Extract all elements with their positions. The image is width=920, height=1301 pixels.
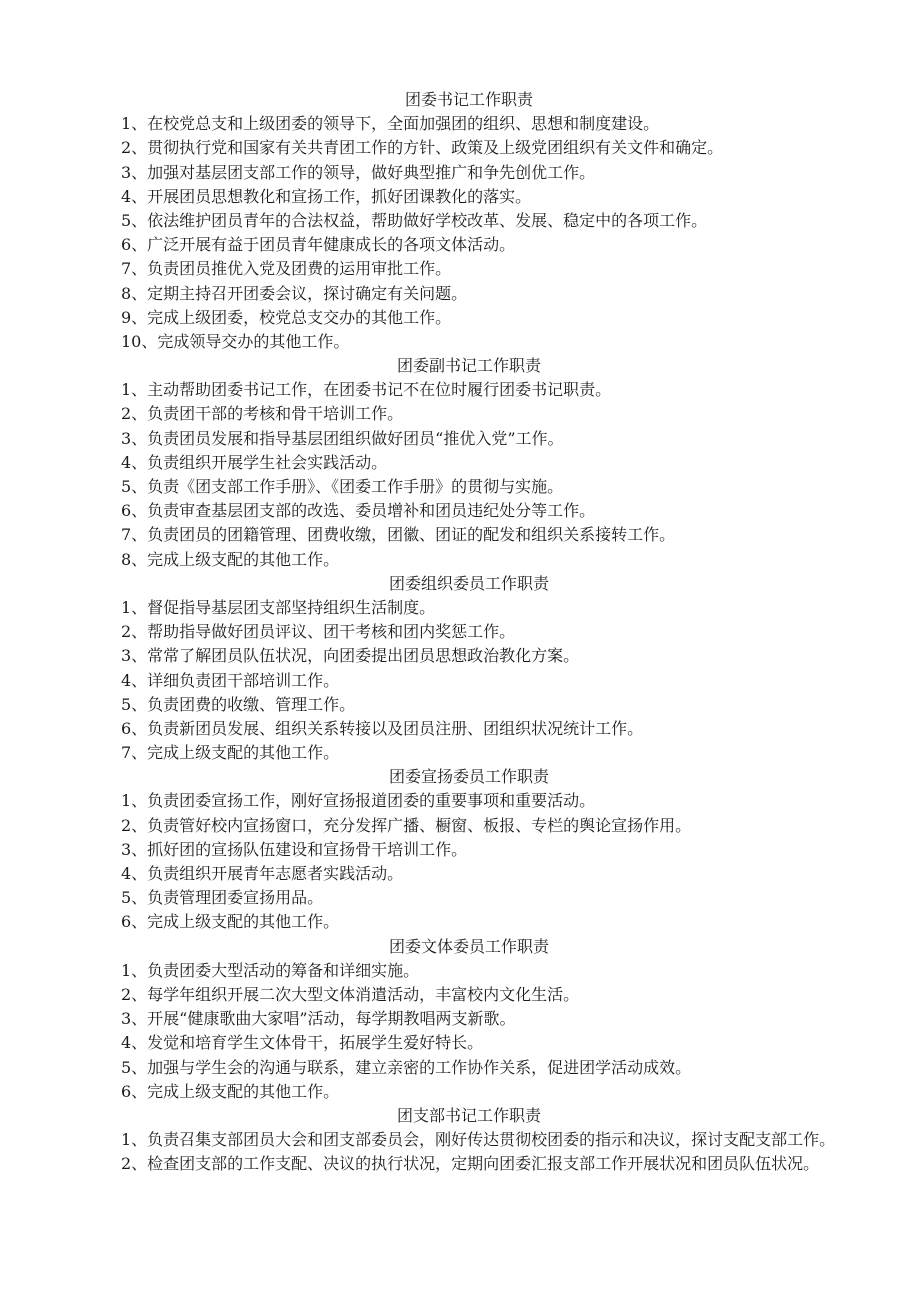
paragraph: 1、负责召集支部团员大会和团支部委员会，刚好传达贯彻校团委的指示和决议，探讨支配支部工作。 (121, 1130, 836, 1150)
list-item: 4、详细负责团干部培训工作。 (121, 670, 340, 690)
list-item: 3、常常了解团员队伍状况，向团委提出团员思想政治教化方案。 (121, 646, 580, 666)
section-title: 团委文体委员工作职责 (388, 936, 549, 956)
section-publicity-member (0, 765, 920, 934)
section-title: 团委宣扬委员工作职责 (388, 767, 549, 787)
list-item: 2、负责团干部的考核和骨干培训工作。 (121, 404, 404, 424)
list-item: 4、开展团员思想教化和宣扬工作，抓好团课教化的落实。 (121, 186, 532, 206)
list-item: 6、完成上级支配的其他工作。 (121, 1081, 340, 1101)
list-item: 3、负责团员发展和指导基层团组织做好团员“推优入党”工作。 (121, 428, 564, 448)
list-item: 8、定期主持召开团委会议，探讨确定有关问题。 (121, 283, 468, 303)
list-item: 3、开展“健康歌曲大家唱”活动，每学期教唱两支新歌。 (121, 1009, 516, 1029)
list-item: 5、加强与学生会的沟通与联系，建立亲密的工作协作关系，促进团学活动成效。 (121, 1057, 692, 1077)
paragraph: 2、检查团支部的工作支配、决议的执行状况，定期向团委汇报支部工作开展状况和团员队伍状况。 (121, 1154, 820, 1174)
list-item: 1、负责团委大型活动的筹备和详细实施。 (121, 960, 420, 980)
section-branch-secretary (0, 1104, 920, 1177)
list-item: 5、负责《团支部工作手册》、《团委工作手册》的贯彻与实施。 (121, 477, 564, 496)
list-item: 9、完成上级团委，校党总支交办的其他工作。 (121, 307, 452, 327)
list-item: 3、加强对基层团支部工作的领导，做好典型推广和争先创优工作。 (121, 162, 596, 182)
section-title: 团委副书记工作职责 (396, 356, 541, 376)
list-item: 5、依法维护团员青年的合法权益，帮助做好学校改革、发展、稳定中的各项工作。 (121, 210, 708, 230)
list-item: 1、负责团委宣扬工作，刚好宣扬报道团委的重要事项和重要活动。 (121, 791, 596, 811)
list-item: 2、贯彻执行党和国家有关共青团工作的方针、政策及上级党团组织有关文件和确定。 (121, 138, 724, 158)
list-item: 6、完成上级支配的其他工作。 (121, 912, 340, 932)
section-deputy-secretary (0, 354, 920, 572)
section-title: 团支部书记工作职责 (396, 1105, 541, 1125)
list-item: 2、帮助指导做好团员评议、团干考核和团内奖惩工作。 (121, 622, 516, 642)
section-organization-member (0, 572, 920, 766)
section-title: 团委组织委员工作职责 (388, 573, 549, 593)
list-item: 2、负责管好校内宣扬窗口，充分发挥广播、橱窗、板报、专栏的舆论宣扬作用。 (121, 815, 692, 835)
list-item: 5、负责团费的收缴、管理工作。 (121, 694, 356, 714)
list-item: 2、每学年组织开展二次大型文体消遣活动，丰富校内文化生活。 (121, 984, 580, 1004)
list-item: 6、负责新团员发展、组织关系转接以及团员注册、团组织状况统计工作。 (121, 718, 644, 738)
list-item: 4、发觉和培育学生文体骨干，拓展学生爱好特长。 (121, 1033, 484, 1053)
list-item: 7、负责团员的团籍管理、团费收缴，团徽、团证的配发和组织关系接转工作。 (121, 525, 676, 545)
section-culture-sports-member (0, 935, 920, 1104)
list-item: 10、完成领导交办的其他工作。 (121, 331, 350, 351)
list-item: 1、主动帮助团委书记工作，在团委书记不在位时履行团委书记职责。 (121, 380, 612, 400)
list-item: 7、完成上级支配的其他工作。 (121, 743, 340, 763)
list-item: 6、广泛开展有益于团员青年健康成长的各项文体活动。 (121, 235, 516, 255)
section-title: 团委书记工作职责 (404, 90, 533, 109)
list-item: 7、负责团员推优入党及团费的运用审批工作。 (121, 259, 452, 279)
section-secretary (0, 88, 920, 354)
list-item: 5、负责管理团委宣扬用品。 (121, 888, 324, 908)
list-item: 8、完成上级支配的其他工作。 (121, 549, 340, 569)
list-item: 1、督促指导基层团支部坚持组织生活制度。 (121, 597, 436, 617)
list-item: 1、在校党总支和上级团委的领导下，全面加强团的组织、思想和制度建设。 (121, 114, 660, 134)
list-item: 4、负责组织开展学生社会实践活动。 (121, 452, 388, 472)
list-item: 4、负责组织开展青年志愿者实践活动。 (121, 864, 404, 883)
document-content (0, 88, 920, 1176)
list-item: 3、抓好团的宣扬队伍建设和宣扬骨干培训工作。 (121, 839, 468, 859)
list-item: 6、负责审查基层团支部的改选、委员增补和团员违纪处分等工作。 (121, 501, 596, 521)
